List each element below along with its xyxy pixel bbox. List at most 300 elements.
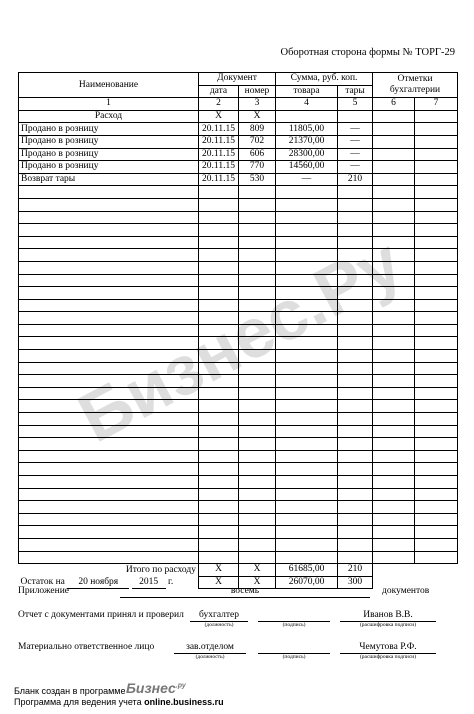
empty-cell — [19, 324, 199, 337]
empty-cell — [415, 463, 458, 476]
empty-cell — [373, 387, 415, 400]
empty-cell — [338, 488, 373, 501]
empty-cell — [338, 375, 373, 388]
empty-cell — [373, 538, 415, 551]
table-row — [19, 261, 458, 274]
empty-cell — [19, 375, 199, 388]
empty-cell — [239, 488, 276, 501]
empty-cell — [239, 387, 276, 400]
empty-cell — [373, 551, 415, 564]
responsible-signature — [258, 642, 330, 654]
empty-cell — [373, 173, 415, 186]
empty-cell — [276, 488, 338, 501]
empty-cell — [373, 261, 415, 274]
table-row — [19, 551, 458, 564]
row-date: 20.11.15 — [199, 161, 239, 174]
empty-cell — [338, 186, 373, 199]
empty-cell — [415, 438, 458, 451]
empty-cell — [239, 287, 276, 300]
empty-cell — [276, 274, 338, 287]
empty-cell — [19, 488, 199, 501]
empty-cell — [239, 337, 276, 350]
empty-cell — [276, 287, 338, 300]
table-row — [19, 413, 458, 426]
empty-cell — [276, 526, 338, 539]
table-row — [19, 299, 458, 312]
empty-cell — [338, 110, 373, 123]
empty-cell — [373, 350, 415, 363]
balance-year: 2015 — [132, 577, 166, 589]
empty-cell — [415, 387, 458, 400]
empty-cell — [415, 312, 458, 325]
accepted-signature — [258, 610, 330, 622]
empty-cell — [276, 236, 338, 249]
header-sum: Сумма, руб. коп. — [276, 73, 373, 86]
empty-cell — [276, 513, 338, 526]
total-date: X — [199, 564, 239, 577]
empty-cell — [239, 413, 276, 426]
total-goods: 61685,00 — [276, 564, 338, 577]
empty-cell — [338, 463, 373, 476]
empty-cell — [199, 211, 239, 224]
empty-cell — [338, 413, 373, 426]
row-number: 770 — [239, 161, 276, 174]
table-row — [19, 350, 458, 363]
empty-cell — [199, 274, 239, 287]
empty-cell — [199, 350, 239, 363]
empty-cell — [338, 551, 373, 564]
balance-year-suffix: г. — [168, 576, 174, 587]
empty-cell — [338, 198, 373, 211]
table-row — [19, 476, 458, 489]
empty-cell — [199, 186, 239, 199]
empty-cell — [276, 476, 338, 489]
empty-cell — [199, 450, 239, 463]
empty-cell — [276, 211, 338, 224]
empty-cell — [276, 450, 338, 463]
empty-cell — [199, 375, 239, 388]
empty-cell — [415, 450, 458, 463]
row-goods: 28300,00 — [276, 148, 338, 161]
empty-cell — [415, 324, 458, 337]
empty-cell — [373, 110, 415, 123]
empty-cell — [415, 551, 458, 564]
row-name: Продано в розницу — [19, 123, 199, 136]
empty-cell — [338, 337, 373, 350]
footer-site-link[interactable]: online.business.ru — [144, 697, 224, 707]
empty-cell — [415, 299, 458, 312]
empty-cell — [373, 362, 415, 375]
footer-line1: Бланк создан в программе — [14, 686, 126, 696]
empty-cell — [199, 337, 239, 350]
empty-cell — [338, 312, 373, 325]
empty-cell — [276, 362, 338, 375]
empty-cell — [239, 299, 276, 312]
table-row — [19, 249, 458, 262]
empty-cell — [239, 274, 276, 287]
empty-cell — [239, 438, 276, 451]
empty-cell — [276, 501, 338, 514]
empty-cell — [199, 476, 239, 489]
empty-cell — [415, 211, 458, 224]
balance-number: X — [239, 576, 276, 589]
table-row — [19, 463, 458, 476]
empty-cell — [373, 438, 415, 451]
empty-cell — [239, 198, 276, 211]
table-row — [19, 488, 458, 501]
table-row — [19, 211, 458, 224]
row-goods: 11805,00 — [276, 123, 338, 136]
empty-cell — [373, 450, 415, 463]
empty-cell — [338, 526, 373, 539]
empty-cell — [199, 387, 239, 400]
empty-cell — [276, 249, 338, 262]
empty-cell — [276, 198, 338, 211]
empty-cell — [415, 538, 458, 551]
table-row — [19, 148, 458, 161]
empty-cell — [199, 198, 239, 211]
empty-cell — [239, 375, 276, 388]
header-date: дата — [199, 85, 239, 98]
row-date: 20.11.15 — [199, 173, 239, 186]
total-tare: 210 — [338, 564, 373, 577]
empty-cell — [199, 413, 239, 426]
row-goods: 21370,00 — [276, 135, 338, 148]
empty-cell — [373, 425, 415, 438]
header-tare: тары — [338, 85, 373, 98]
empty-cell — [373, 123, 415, 136]
empty-cell — [373, 186, 415, 199]
table-row — [19, 400, 458, 413]
empty-cell — [373, 526, 415, 539]
empty-cell — [239, 450, 276, 463]
empty-cell — [276, 350, 338, 363]
empty-cell — [338, 425, 373, 438]
row-date: 20.11.15 — [199, 135, 239, 148]
empty-cell — [19, 249, 199, 262]
table-row — [19, 135, 458, 148]
empty-cell — [338, 236, 373, 249]
row-number: 809 — [239, 123, 276, 136]
empty-cell — [19, 513, 199, 526]
empty-cell — [239, 249, 276, 262]
caption-position: (должность) — [204, 622, 234, 628]
empty-cell — [276, 337, 338, 350]
col-number: 4 — [276, 98, 338, 111]
row-tare: 210 — [338, 173, 373, 186]
empty-cell — [199, 400, 239, 413]
balance-date: X — [199, 576, 239, 589]
empty-cell — [276, 425, 338, 438]
empty-cell — [19, 438, 199, 451]
table-row — [19, 123, 458, 136]
empty-cell — [276, 387, 338, 400]
empty-cell — [338, 513, 373, 526]
col-number: 6 — [373, 98, 415, 111]
empty-cell — [373, 287, 415, 300]
empty-cell — [415, 476, 458, 489]
empty-cell — [19, 274, 199, 287]
empty-cell — [239, 476, 276, 489]
empty-cell — [373, 324, 415, 337]
row-tare: — — [338, 123, 373, 136]
empty-cell — [239, 224, 276, 237]
header-number: номер — [239, 85, 276, 98]
empty-cell — [338, 450, 373, 463]
empty-cell — [19, 211, 199, 224]
row-goods: 14560,00 — [276, 161, 338, 174]
row-number: 606 — [239, 148, 276, 161]
empty-cell — [239, 551, 276, 564]
empty-cell — [276, 538, 338, 551]
empty-cell — [373, 249, 415, 262]
table-row — [19, 287, 458, 300]
empty-cell — [276, 324, 338, 337]
empty-cell — [19, 261, 199, 274]
empty-cell — [199, 287, 239, 300]
col-number: 3 — [239, 98, 276, 111]
empty-cell — [19, 350, 199, 363]
empty-cell — [239, 501, 276, 514]
table-row — [19, 274, 458, 287]
empty-cell — [338, 387, 373, 400]
empty-cell — [338, 538, 373, 551]
header-goods: товара — [276, 85, 338, 98]
empty-cell — [338, 476, 373, 489]
empty-cell — [19, 312, 199, 325]
col-number: 7 — [415, 98, 458, 111]
empty-cell — [19, 476, 199, 489]
table-row — [19, 526, 458, 539]
empty-cell — [415, 350, 458, 363]
balance-day: 20 ноября — [67, 577, 129, 589]
empty-cell — [338, 287, 373, 300]
total-label: Итого по расходу — [19, 564, 199, 577]
table-row — [19, 161, 458, 174]
empty-cell — [276, 375, 338, 388]
table-row — [19, 312, 458, 325]
empty-cell — [19, 224, 199, 237]
empty-cell — [276, 299, 338, 312]
table-row — [19, 501, 458, 514]
empty-cell — [239, 236, 276, 249]
empty-cell — [199, 526, 239, 539]
empty-cell — [19, 538, 199, 551]
empty-cell — [373, 513, 415, 526]
empty-cell — [415, 198, 458, 211]
empty-cell — [19, 551, 199, 564]
empty-cell — [373, 224, 415, 237]
header-marks: Отметки бухгалтерии — [373, 73, 458, 98]
caption-position-2: (должность) — [195, 654, 225, 660]
empty-cell — [338, 501, 373, 514]
empty-cell — [199, 501, 239, 514]
empty-cell — [338, 249, 373, 262]
balance-label: Остаток на — [20, 576, 65, 587]
empty-cell — [276, 463, 338, 476]
empty-cell — [373, 161, 415, 174]
empty-cell — [373, 135, 415, 148]
empty-cell — [19, 425, 199, 438]
responsible-label: Материально ответственное лицо — [18, 642, 155, 652]
col-number: 5 — [338, 98, 373, 111]
table-row — [19, 387, 458, 400]
empty-cell — [199, 249, 239, 262]
empty-cell — [276, 312, 338, 325]
empty-cell — [199, 438, 239, 451]
empty-cell — [199, 299, 239, 312]
empty-cell — [373, 375, 415, 388]
empty-cell — [373, 413, 415, 426]
empty-cell — [415, 425, 458, 438]
empty-cell — [415, 513, 458, 526]
empty-cell — [276, 224, 338, 237]
attachment-suffix: документов — [382, 586, 430, 596]
empty-cell — [276, 186, 338, 199]
empty-cell — [338, 211, 373, 224]
empty-cell — [338, 299, 373, 312]
table-row — [19, 110, 458, 123]
empty-cell — [239, 211, 276, 224]
empty-cell — [415, 224, 458, 237]
empty-cell — [373, 312, 415, 325]
empty-cell — [415, 173, 458, 186]
col-number: 1 — [19, 98, 199, 111]
table-row — [19, 224, 458, 237]
table-row — [19, 450, 458, 463]
row-name: Продано в розницу — [19, 148, 199, 161]
empty-cell — [19, 362, 199, 375]
row-number: 530 — [239, 173, 276, 186]
table-row — [19, 513, 458, 526]
empty-cell — [239, 350, 276, 363]
caption-signature: (подпись) — [282, 622, 306, 628]
balance-tare: 300 — [338, 576, 373, 589]
empty-cell — [19, 337, 199, 350]
empty-cell — [19, 236, 199, 249]
empty-cell — [199, 488, 239, 501]
empty-cell — [373, 148, 415, 161]
col-number: 2 — [199, 98, 239, 111]
empty-cell — [338, 362, 373, 375]
empty-cell — [19, 186, 199, 199]
attachment-label: Приложение — [18, 586, 69, 596]
empty-cell — [239, 513, 276, 526]
table-row — [19, 337, 458, 350]
empty-cell — [239, 400, 276, 413]
empty-cell — [415, 501, 458, 514]
empty-cell — [199, 538, 239, 551]
empty-cell — [199, 261, 239, 274]
caption-decoding-2: (расшифровка подписи) — [359, 654, 417, 660]
empty-cell — [415, 375, 458, 388]
empty-cell — [19, 400, 199, 413]
table-row — [19, 324, 458, 337]
empty-cell — [239, 463, 276, 476]
empty-cell — [199, 224, 239, 237]
form-title: Оборотная сторона формы № ТОРГ-29 — [280, 47, 455, 58]
row-date: 20.11.15 — [199, 148, 239, 161]
row-name: Продано в розницу — [19, 161, 199, 174]
rashod-label: Расход — [19, 110, 199, 123]
caption-decoding: (расшифровка подписи) — [359, 622, 417, 628]
empty-cell — [239, 261, 276, 274]
empty-cell — [19, 299, 199, 312]
empty-cell — [373, 274, 415, 287]
accepted-name: Иванов В.В. — [340, 610, 436, 622]
table-row — [19, 198, 458, 211]
empty-cell — [415, 261, 458, 274]
empty-cell — [276, 261, 338, 274]
table-row — [19, 173, 458, 186]
empty-cell — [415, 186, 458, 199]
empty-cell — [199, 513, 239, 526]
empty-cell — [415, 526, 458, 539]
empty-cell — [415, 148, 458, 161]
watermark: Бизнес.Ру — [66, 222, 414, 458]
empty-cell — [415, 110, 458, 123]
table-row — [19, 236, 458, 249]
empty-cell — [415, 123, 458, 136]
empty-cell — [199, 551, 239, 564]
row-number: 702 — [239, 135, 276, 148]
empty-cell — [199, 236, 239, 249]
empty-cell — [373, 236, 415, 249]
table-row — [19, 186, 458, 199]
empty-cell — [239, 186, 276, 199]
table-row — [19, 538, 458, 551]
row-tare: — — [338, 161, 373, 174]
empty-cell — [276, 551, 338, 564]
empty-cell — [276, 438, 338, 451]
total-number: X — [239, 564, 276, 577]
empty-cell — [19, 463, 199, 476]
empty-cell — [415, 413, 458, 426]
row-name: Продано в розницу — [19, 135, 199, 148]
footer-line2: Программа для ведения учета online.business.ru — [14, 697, 224, 707]
empty-cell — [373, 501, 415, 514]
empty-cell — [19, 198, 199, 211]
empty-cell — [19, 287, 199, 300]
empty-cell — [338, 224, 373, 237]
empty-cell — [239, 324, 276, 337]
caption-signature-2: (подпись) — [282, 654, 306, 660]
empty-cell — [415, 274, 458, 287]
responsible-position: зав.отделом — [174, 642, 246, 654]
rashod-number: X — [239, 110, 276, 123]
empty-cell — [199, 312, 239, 325]
empty-cell — [373, 198, 415, 211]
accepted-label: Отчет с документами принял и проверил — [18, 610, 184, 620]
empty-cell — [19, 413, 199, 426]
empty-cell — [415, 287, 458, 300]
empty-cell — [199, 324, 239, 337]
empty-cell — [415, 249, 458, 262]
empty-cell — [239, 526, 276, 539]
empty-cell — [373, 463, 415, 476]
empty-cell — [239, 312, 276, 325]
empty-cell — [415, 135, 458, 148]
empty-cell — [199, 425, 239, 438]
row-tare: — — [338, 135, 373, 148]
table-row — [19, 425, 458, 438]
table-row — [19, 375, 458, 388]
empty-cell — [239, 362, 276, 375]
empty-cell — [373, 299, 415, 312]
empty-cell — [276, 413, 338, 426]
empty-cell — [19, 526, 199, 539]
empty-cell — [373, 400, 415, 413]
